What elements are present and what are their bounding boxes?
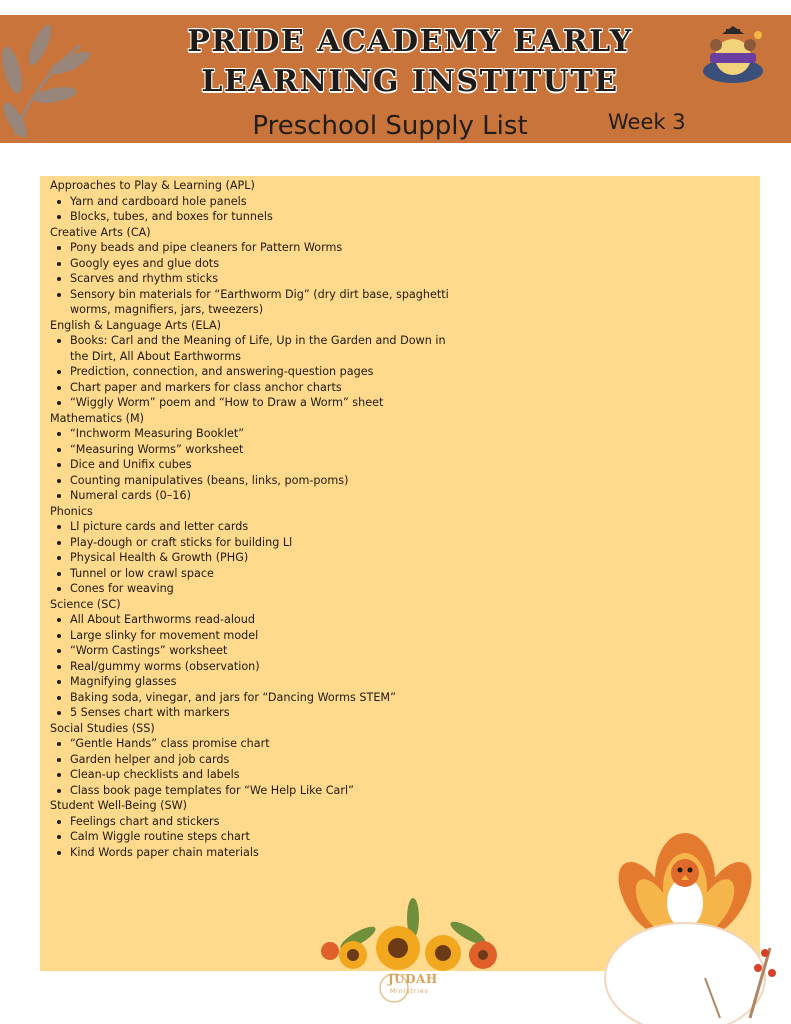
section-ela	[50, 318, 450, 411]
list-item: Calm Wiggle routine steps chart	[70, 829, 450, 845]
list-item: “Worm Castings” worksheet	[70, 643, 450, 659]
list-item: Feelings chart and stickers	[70, 814, 450, 830]
supply-list	[50, 178, 450, 860]
list-item: Physical Health & Growth (PHG)	[70, 550, 450, 566]
list-item: Yarn and cardboard hole panels	[70, 194, 450, 210]
section-title: Social Studies (SS)	[50, 721, 155, 735]
list-item: Counting manipulatives (beans, links, pom-poms)	[70, 473, 450, 489]
section-title: Mathematics (M)	[50, 411, 145, 425]
section-title: English & Language Arts (ELA)	[50, 318, 221, 332]
list-item: Scarves and rhythm sticks	[70, 271, 450, 287]
title-line-2: LEARNING INSTITUTE	[201, 64, 619, 99]
list-item: Tunnel or low crawl space	[70, 566, 450, 582]
list-item: Cones for weaving	[70, 581, 450, 597]
list-item: Ll picture cards and letter cards	[70, 519, 450, 535]
list-item: 5 Senses chart with markers	[70, 705, 450, 721]
list-item: “Gentle Hands” class promise chart	[70, 736, 450, 752]
section-title: Student Well-Being (SW)	[50, 799, 188, 812]
list-item: Numeral cards (0–16)	[70, 488, 450, 504]
list-item: Googly eyes and glue dots	[70, 256, 450, 272]
turkey-pumpkin-icon	[600, 828, 791, 1024]
section-well-being	[50, 798, 450, 860]
list-item: “Inchworm Measuring Booklet”	[70, 426, 450, 442]
list-item: Play-dough or craft sticks for building Ll	[70, 535, 450, 551]
list-item: Real/gummy worms (observation)	[70, 659, 450, 675]
brand-subtitle: Ministries	[390, 988, 429, 995]
section-science	[50, 597, 450, 721]
list-item: Large slinky for movement model	[70, 628, 450, 644]
page-subtitle: Preschool Supply List	[252, 111, 528, 141]
list-item: Clean-up checklists and labels	[70, 767, 450, 783]
title-line-1: PRIDE ACADEMY EARLY	[187, 24, 633, 59]
week-label: Week 3	[608, 110, 686, 134]
list-item: Kind Words paper chain materials	[70, 845, 450, 861]
list-item: All About Earthworms read-aloud	[70, 612, 450, 628]
list-item: “Wiggly Worm” poem and “How to Draw a Worm” sheet	[70, 395, 450, 411]
page-title	[110, 22, 710, 102]
section-math	[50, 411, 450, 504]
section-title: Approaches to Play & Learning (APL)	[50, 179, 255, 192]
sunflower-bouquet-icon	[318, 893, 508, 973]
list-item: Chart paper and markers for class anchor charts	[70, 380, 450, 396]
section-apl	[50, 178, 450, 225]
section-title: Creative Arts (CA)	[50, 225, 151, 239]
brand-name: JUDAH	[388, 972, 438, 986]
list-item: Magnifying glasses	[70, 674, 450, 690]
list-item: Pony beads and pipe cleaners for Pattern Worms	[70, 240, 450, 256]
list-item: Sensory bin materials for “Earthworm Dig” (dry dirt base, spaghetti worms, magnifiers, jars, tweezers)	[70, 287, 449, 316]
leaf-branch-decoration	[0, 15, 110, 143]
list-item: Dice and Unifix cubes	[70, 457, 450, 473]
section-phonics	[50, 504, 450, 597]
section-ca	[50, 225, 450, 318]
section-social-studies	[50, 721, 450, 799]
list-item: Garden helper and job cards	[70, 752, 450, 768]
section-title: Phonics	[50, 504, 93, 518]
list-item: “Measuring Worms” worksheet	[70, 442, 450, 458]
list-item: Class book page templates for “We Help Like Carl”	[70, 783, 450, 799]
list-item: Blocks, tubes, and boxes for tunnels	[70, 209, 450, 225]
list-item: Books: Carl and the Meaning of Life, Up in the Garden and Down in the Dirt, All About Earthworms	[70, 333, 450, 364]
section-title: Science (SC)	[50, 597, 121, 611]
list-item: Prediction, connection, and answering-question pages	[70, 364, 450, 380]
list-item: Baking soda, vinegar, and jars for “Dancing Worms STEM”	[70, 690, 450, 706]
academy-logo-icon	[696, 23, 770, 87]
